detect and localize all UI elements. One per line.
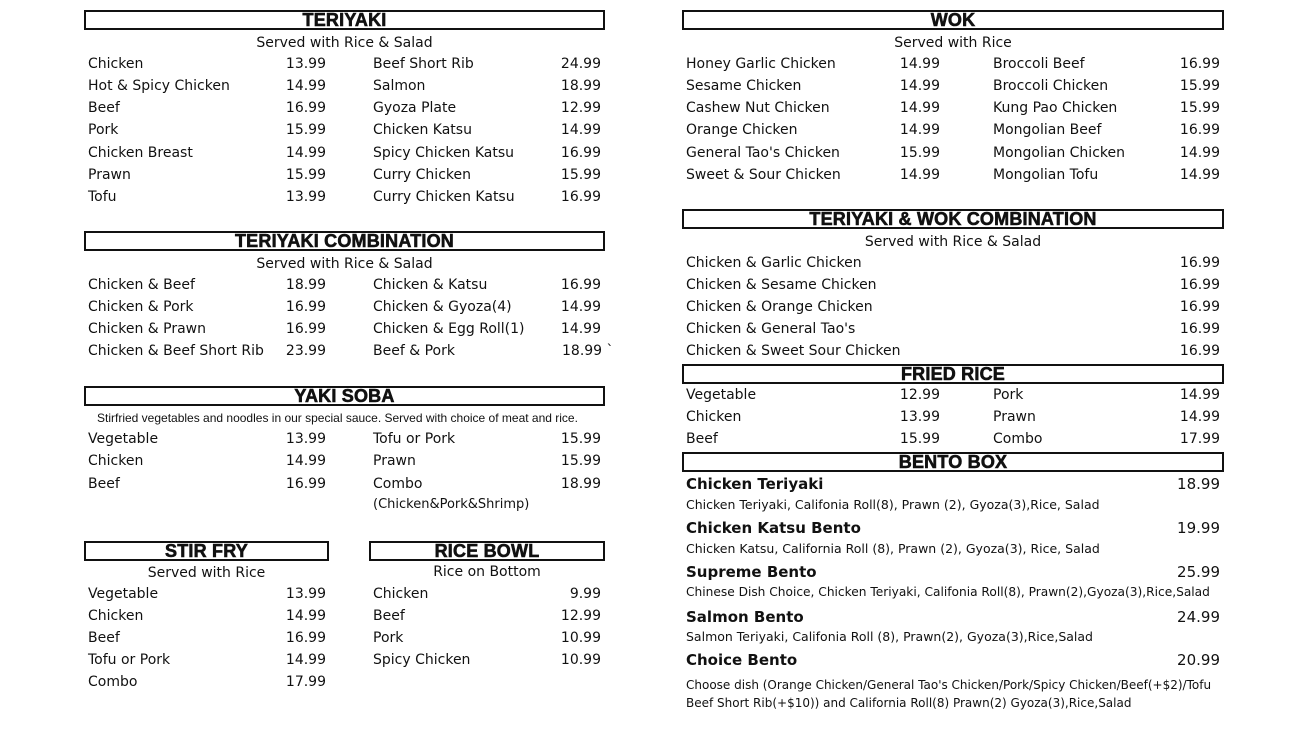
menu-item-price: 14.99 xyxy=(560,122,601,138)
bento-box-header: BENTO BOX xyxy=(682,452,1224,472)
menu-item-price: 15.99 xyxy=(899,145,940,161)
yaki-soba-note: Stirfried vegetables and noodles in our special sauce. Served with choice of meat and rice. xyxy=(97,411,578,425)
menu-item-price: 15.99 xyxy=(285,167,326,183)
rice-bowl-header: RICE BOWL xyxy=(369,541,605,561)
menu-item-price: 14.99 xyxy=(1179,145,1220,161)
menu-item-price: 16.99 xyxy=(1179,56,1220,72)
menu-item-name: Prawn xyxy=(88,167,131,183)
menu-item-price: 14.99 xyxy=(285,652,326,668)
menu-item-name: Tofu xyxy=(88,189,117,205)
menu-item-price: 14.99 xyxy=(285,78,326,94)
bento-item-name: Choice Bento xyxy=(686,651,798,669)
menu-item-price: 12.99 xyxy=(560,100,601,116)
teriyaki-combination-subtitle: Served with Rice & Salad xyxy=(256,256,433,272)
menu-item-price: 16.99 xyxy=(285,321,326,337)
menu-item-price: 16.99 xyxy=(1179,343,1220,359)
bento-item-name: Salmon Bento xyxy=(686,608,804,626)
rice-bowl-subtitle: Rice on Bottom xyxy=(433,564,541,580)
menu-item-price: 13.99 xyxy=(285,56,326,72)
menu-item-price: 15.99 xyxy=(1179,78,1220,94)
menu-item-price: 14.99 xyxy=(560,299,601,315)
menu-item-price: 13.99 xyxy=(285,431,326,447)
menu-item-price: 16.99 xyxy=(560,189,601,205)
bento-item-description: Beef Short Rib(+$10)) and California Roll(8) Prawn(2) Gyoza(3),Rice,Salad xyxy=(686,696,1132,710)
menu-item-name: Salmon xyxy=(373,78,426,94)
teriyaki-combination-header: TERIYAKI COMBINATION xyxy=(84,231,605,251)
menu-item-name: Chicken xyxy=(88,608,144,624)
menu-item-name: Chicken & Egg Roll(1) xyxy=(373,321,525,337)
menu-item-name: Spicy Chicken Katsu xyxy=(373,145,515,161)
menu-item-price: 16.99 xyxy=(285,299,326,315)
menu-item-name: Orange Chicken xyxy=(686,122,798,138)
bento-item-price: 18.99 xyxy=(1177,475,1220,493)
menu-item-price: 13.99 xyxy=(285,586,326,602)
menu-item-price: 14.99 xyxy=(1179,409,1220,425)
menu-item-price: 14.99 xyxy=(285,608,326,624)
menu-item-price: 16.99 xyxy=(1179,321,1220,337)
stir-fry-header: STIR FRY xyxy=(84,541,329,561)
bento-item-description: Salmon Teriyaki, Califonia Roll (8), Prawn(2), Gyoza(3),Rice,Salad xyxy=(686,629,1093,644)
menu-item-name: Pork xyxy=(88,122,119,138)
menu-item-name: Beef xyxy=(88,100,120,116)
menu-item-price: 16.99 xyxy=(560,277,601,293)
menu-item-name: Chicken & Garlic Chicken xyxy=(686,255,862,271)
wok-header: WOK xyxy=(682,10,1224,30)
menu-item-price: 10.99 xyxy=(560,630,601,646)
menu-item-price: 16.99 xyxy=(1179,299,1220,315)
menu-item-name: Gyoza Plate xyxy=(373,100,457,116)
menu-item-name: Sesame Chicken xyxy=(686,78,802,94)
menu-item-name: Chicken & Katsu xyxy=(373,277,488,293)
menu-item-name: Combo xyxy=(993,431,1043,447)
menu-item-name: Vegetable xyxy=(88,431,159,447)
menu-item-name: Chicken & Sesame Chicken xyxy=(686,277,877,293)
menu-item-name: Prawn xyxy=(993,409,1036,425)
menu-item-name: Chicken & Sweet Sour Chicken xyxy=(686,343,901,359)
menu-item-name: Chicken & General Tao's xyxy=(686,321,856,337)
yaki-soba-header: YAKI SOBA xyxy=(84,386,605,406)
bento-item-price: 25.99 xyxy=(1177,563,1220,581)
menu-item-name: Pork xyxy=(373,630,404,646)
menu-item-name: Chicken & Prawn xyxy=(88,321,207,337)
menu-item-name: Beef Short Rib xyxy=(373,56,474,72)
menu-item-price: 10.99 xyxy=(560,652,601,668)
menu-item-price: 17.99 xyxy=(1179,431,1220,447)
menu-item-price: 16.99 xyxy=(285,476,326,492)
menu-item-name: Hot & Spicy Chicken xyxy=(88,78,230,94)
menu-item-price: 9.99 xyxy=(569,586,601,602)
menu-item-name: Tofu or Pork xyxy=(373,431,456,447)
menu-item-price: 15.99 xyxy=(560,453,601,469)
menu-item-price: 18.99 ` xyxy=(562,343,614,359)
menu-item-price: 15.99 xyxy=(560,167,601,183)
menu-item-price: 14.99 xyxy=(285,145,326,161)
menu-item-name: Beef xyxy=(373,608,405,624)
menu-item-price: 16.99 xyxy=(1179,255,1220,271)
menu-item-price: 15.99 xyxy=(560,431,601,447)
menu-item-name: Curry Chicken Katsu xyxy=(373,189,515,205)
menu-item-name: Chicken xyxy=(88,56,144,72)
teriyaki-wok-combination-subtitle: Served with Rice & Salad xyxy=(864,234,1042,250)
menu-item-name: General Tao's Chicken xyxy=(686,145,840,161)
menu-item-price: 12.99 xyxy=(560,608,601,624)
menu-item-name: Honey Garlic Chicken xyxy=(686,56,836,72)
menu-item-price: 14.99 xyxy=(1179,167,1220,183)
menu-item-name: Chicken xyxy=(373,586,429,602)
menu-item-price: 23.99 xyxy=(285,343,326,359)
teriyaki-header: TERIYAKI xyxy=(84,10,605,30)
menu-item-name: Sweet & Sour Chicken xyxy=(686,167,841,183)
menu-item-name: Beef & Pork xyxy=(373,343,455,359)
menu-item-name: Tofu or Pork xyxy=(88,652,171,668)
menu-item-name: Spicy Chicken xyxy=(373,652,471,668)
menu-item-name: Mongolian Tofu xyxy=(993,167,1099,183)
bento-item-price: 20.99 xyxy=(1177,651,1220,669)
menu-item-price: 14.99 xyxy=(560,321,601,337)
menu-item-name: Chicken & Beef xyxy=(88,277,195,293)
menu-item-name: Chicken Katsu xyxy=(373,122,472,138)
menu-item-name: Mongolian Beef xyxy=(993,122,1102,138)
menu-item-price: 13.99 xyxy=(899,409,940,425)
menu-item-price: 14.99 xyxy=(899,56,940,72)
menu-item-name: Chicken xyxy=(686,409,742,425)
menu-item-price: 13.99 xyxy=(285,189,326,205)
combo-detail: (Chicken&Pork&Shrimp) xyxy=(373,497,530,512)
menu-item-name: Chicken & Gyoza(4) xyxy=(373,299,512,315)
fried-rice-header: FRIED RICE xyxy=(682,364,1224,384)
menu-item-name: Chicken Breast xyxy=(88,145,193,161)
teriyaki-subtitle: Served with Rice & Salad xyxy=(256,35,433,51)
menu-item-name: Cashew Nut Chicken xyxy=(686,100,830,116)
menu-item-name: Combo xyxy=(88,674,138,690)
bento-item-name: Chicken Teriyaki xyxy=(686,475,824,493)
bento-item-description: Chinese Dish Choice, Chicken Teriyaki, Califonia Roll(8), Prawn(2),Gyoza(3),Rice,Salad xyxy=(686,585,1210,599)
menu-item-name: Combo xyxy=(373,476,423,492)
menu-item-price: 15.99 xyxy=(899,431,940,447)
menu-item-price: 18.99 xyxy=(560,476,601,492)
bento-item-price: 19.99 xyxy=(1177,519,1220,537)
menu-item-price: 14.99 xyxy=(1179,387,1220,403)
menu-item-price: 24.99 xyxy=(560,56,601,72)
teriyaki-wok-combination-header: TERIYAKI & WOK COMBINATION xyxy=(682,209,1224,229)
menu-item-price: 14.99 xyxy=(899,122,940,138)
menu-item-price: 16.99 xyxy=(1179,277,1220,293)
menu-item-name: Broccoli Chicken xyxy=(993,78,1109,94)
menu-item-name: Chicken & Orange Chicken xyxy=(686,299,873,315)
wok-subtitle: Served with Rice xyxy=(894,35,1012,51)
menu-item-price: 14.99 xyxy=(899,167,940,183)
menu-item-name: Vegetable xyxy=(88,586,159,602)
menu-item-name: Pork xyxy=(993,387,1024,403)
menu-item-price: 16.99 xyxy=(285,630,326,646)
menu-item-name: Chicken xyxy=(88,453,144,469)
menu-item-name: Curry Chicken xyxy=(373,167,471,183)
menu-item-price: 12.99 xyxy=(899,387,940,403)
menu-item-price: 17.99 xyxy=(285,674,326,690)
bento-item-price: 24.99 xyxy=(1177,608,1220,626)
menu-item-price: 18.99 xyxy=(285,277,326,293)
bento-item-description: Chicken Teriyaki, Califonia Roll(8), Prawn (2), Gyoza(3),Rice, Salad xyxy=(686,497,1100,512)
menu-item-name: Beef xyxy=(88,476,120,492)
bento-item-description: Chicken Katsu, California Roll (8), Prawn (2), Gyoza(3), Rice, Salad xyxy=(686,541,1100,556)
stir-fry-subtitle: Served with Rice xyxy=(147,565,266,581)
menu-item-price: 14.99 xyxy=(899,78,940,94)
bento-item-name: Supreme Bento xyxy=(686,563,817,581)
bento-item-name: Chicken Katsu Bento xyxy=(686,519,861,537)
menu-item-name: Vegetable xyxy=(686,387,757,403)
menu-item-price: 15.99 xyxy=(285,122,326,138)
menu-item-price: 14.99 xyxy=(899,100,940,116)
menu-item-price: 16.99 xyxy=(285,100,326,116)
menu-item-name: Broccoli Beef xyxy=(993,56,1085,72)
bento-item-description: Choose dish (Orange Chicken/General Tao's Chicken/Pork/Spicy Chicken/Beef(+$2)/Tofu xyxy=(686,678,1212,692)
menu-item-name: Prawn xyxy=(373,453,416,469)
menu-item-price: 15.99 xyxy=(1179,100,1220,116)
menu-item-name: Beef xyxy=(686,431,718,447)
menu-item-name: Chicken & Pork xyxy=(88,299,194,315)
menu-item-name: Mongolian Chicken xyxy=(993,145,1125,161)
menu-item-name: Kung Pao Chicken xyxy=(993,100,1118,116)
menu-item-price: 14.99 xyxy=(285,453,326,469)
menu-item-price: 16.99 xyxy=(560,145,601,161)
menu-item-name: Chicken & Beef Short Rib xyxy=(88,343,264,359)
menu-item-price: 18.99 xyxy=(560,78,601,94)
menu-item-name: Beef xyxy=(88,630,120,646)
menu-item-price: 16.99 xyxy=(1179,122,1220,138)
